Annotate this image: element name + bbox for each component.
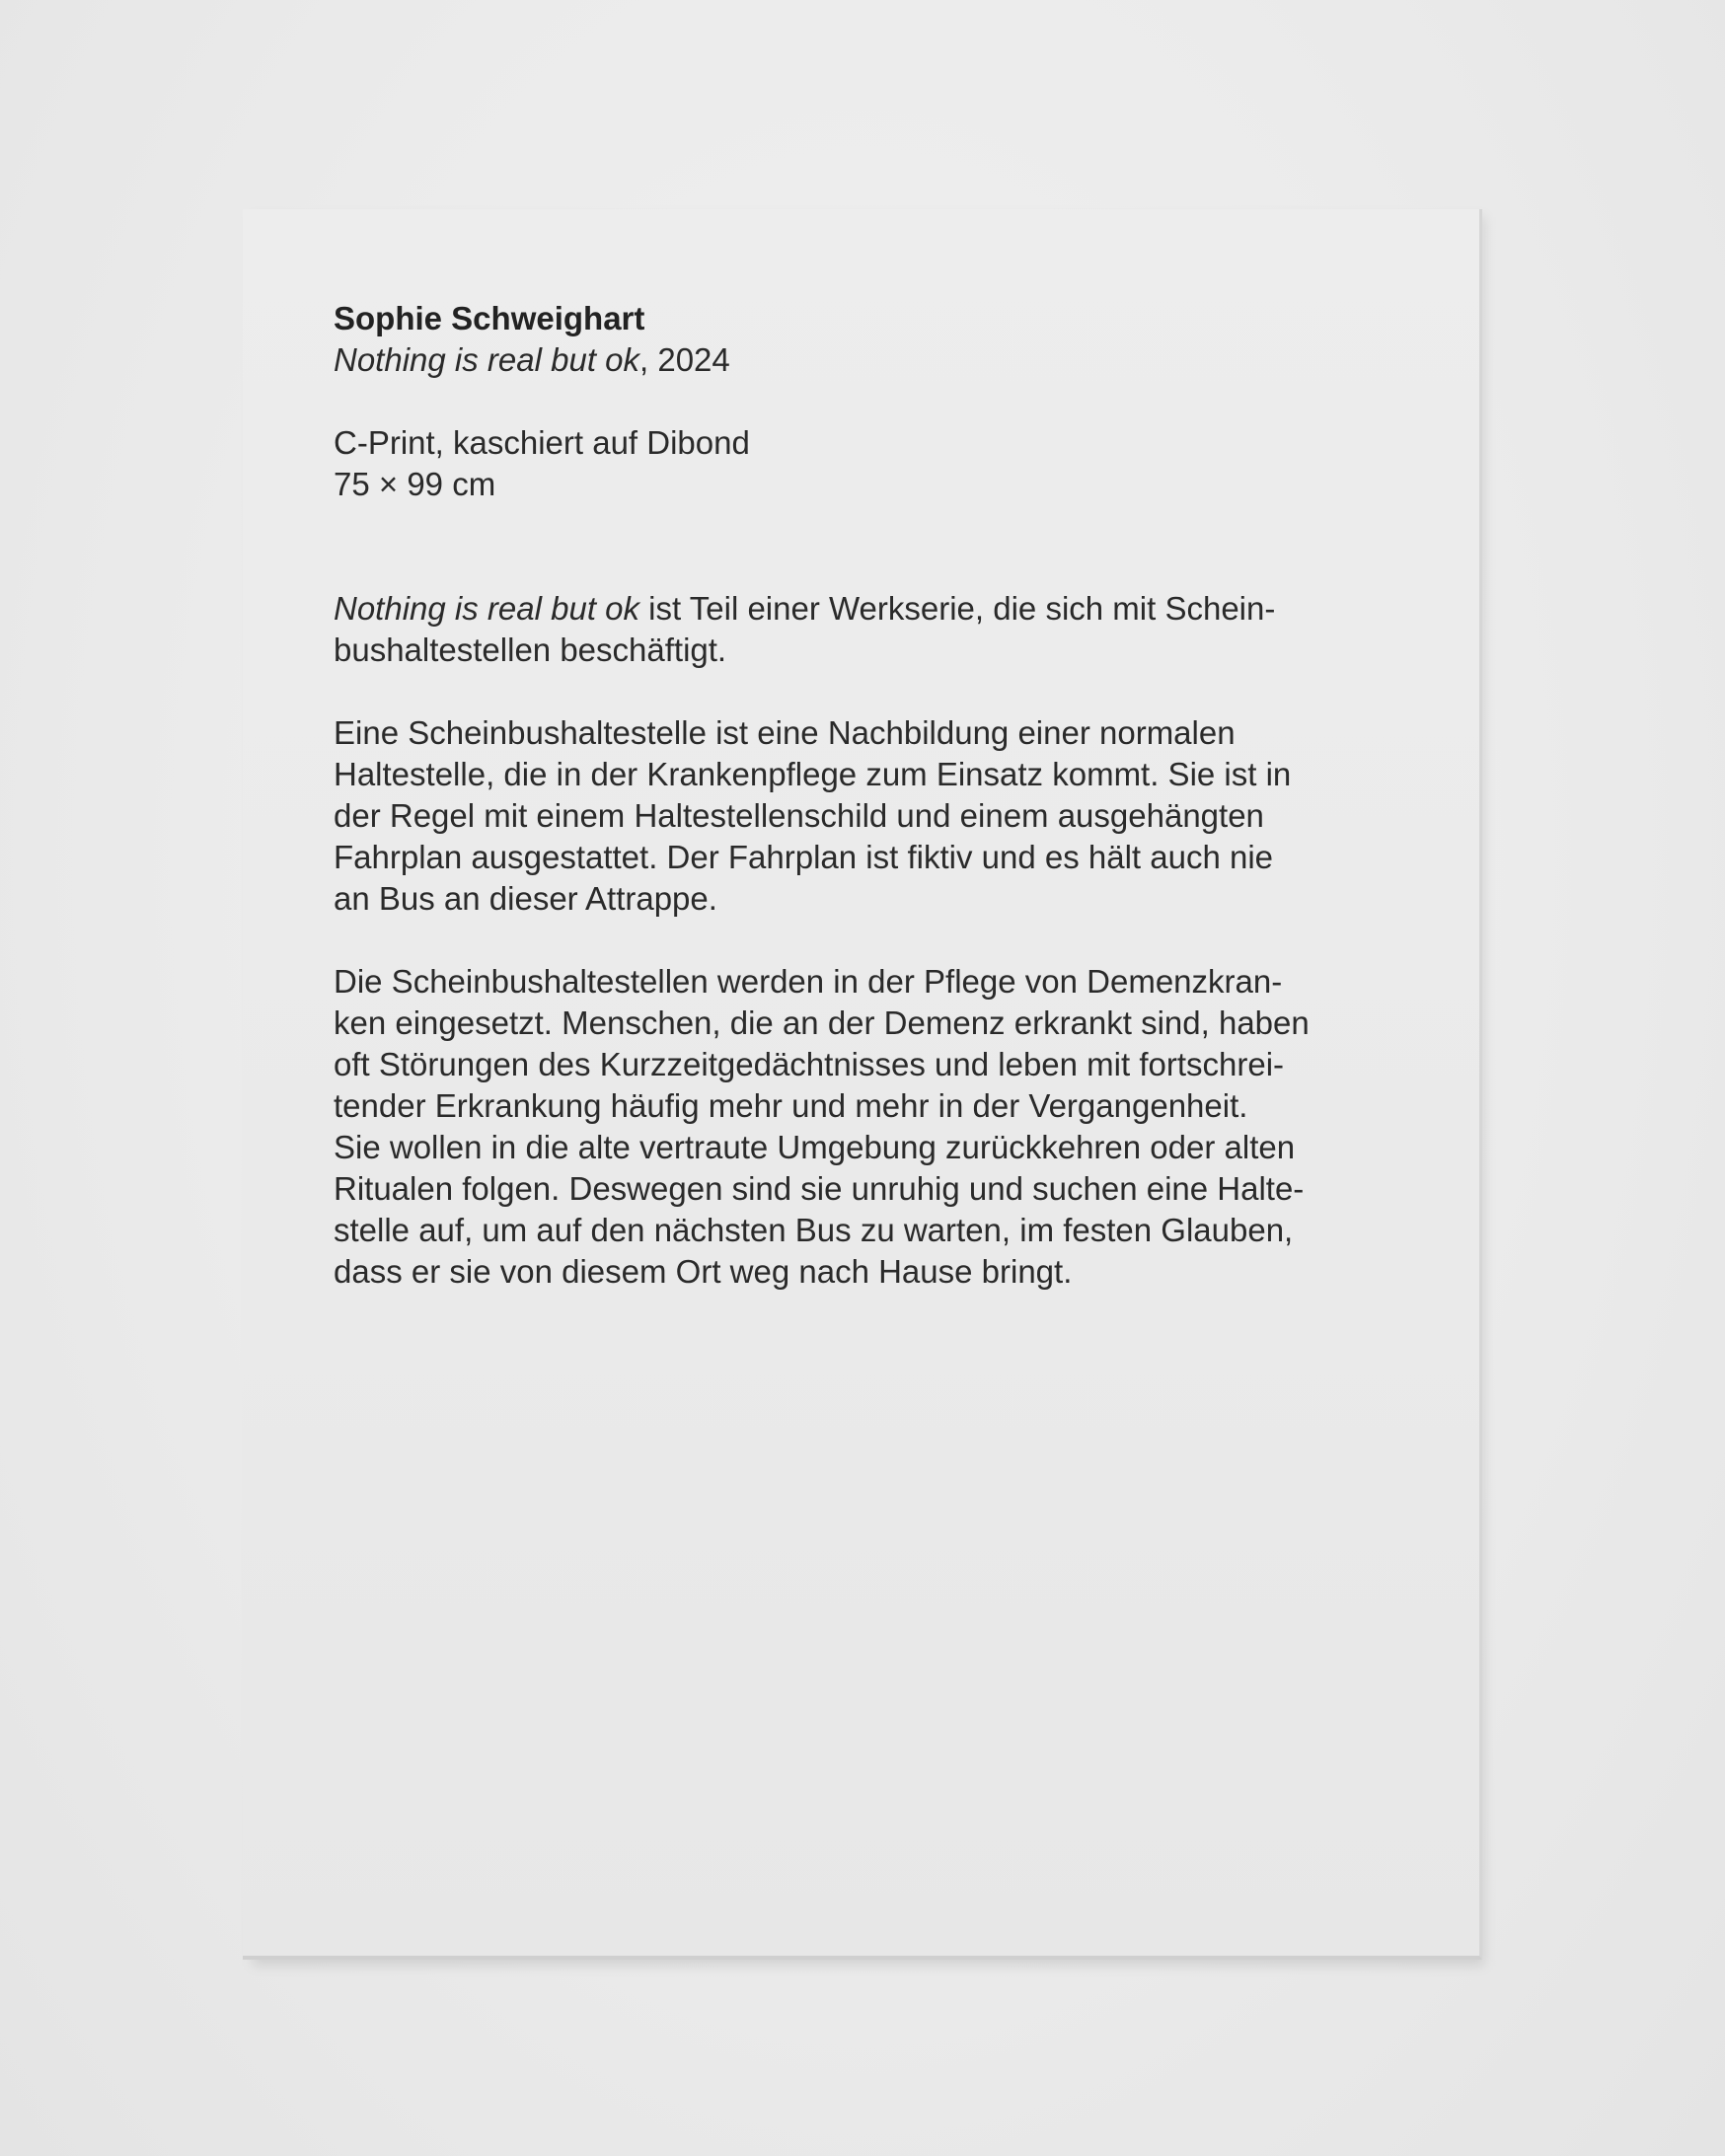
- description-paragraph-3: [334, 961, 1419, 1293]
- intro-title: Nothing is real but ok: [334, 590, 640, 627]
- paragraph-line: Haltestelle, die in der Krankenpflege zum Einsatz kommt. Sie ist in: [334, 756, 1292, 792]
- artwork-year: , 2024: [639, 341, 730, 378]
- paragraph-line: Sie wollen in die alte vertraute Umgebung zurückkehren oder alten: [334, 1129, 1296, 1165]
- label-text-block: [334, 298, 1419, 1293]
- description-paragraph-1: [334, 588, 1419, 671]
- artwork-title: Nothing is real but ok: [334, 341, 640, 378]
- paragraph-line: bushaltestellen beschäftigt.: [334, 632, 727, 668]
- paragraph-line: ken eingesetzt. Menschen, die an der Demenz erkrankt sind, haben: [334, 1004, 1310, 1041]
- artist-name: Sophie Schweighart: [334, 300, 645, 336]
- paragraph-line: der Regel mit einem Haltestellenschild und einem ausgehängten: [334, 797, 1264, 834]
- paragraph-line: oft Störungen des Kurzzeitgedächtnisses und leben mit fortschrei-: [334, 1046, 1285, 1082]
- paragraph-line: tender Erkrankung häufig mehr und mehr in der Vergangenheit.: [334, 1087, 1248, 1124]
- paragraph-line: Fahrplan ausgestattet. Der Fahrplan ist fiktiv und es hält auch nie: [334, 839, 1274, 875]
- artwork-title-line: [334, 339, 1419, 381]
- paragraph-line: Die Scheinbushaltestellen werden in der Pflege von Demenzkran-: [334, 963, 1283, 1000]
- intro-line-1: ist Teil einer Werkserie, die sich mit Schein-: [639, 590, 1276, 627]
- paragraph-line: Eine Scheinbushaltestelle ist eine Nachbildung einer normalen: [334, 714, 1236, 751]
- paragraph-line: an Bus an dieser Attrappe.: [334, 880, 717, 917]
- paragraph-line: stelle auf, um auf den nächsten Bus zu warten, im festen Glauben,: [334, 1212, 1294, 1248]
- wall-label-card: [243, 209, 1482, 1960]
- artwork-dimensions: 75 × 99 cm: [334, 466, 496, 502]
- paragraph-line: dass er sie von diesem Ort weg nach Hause bringt.: [334, 1253, 1073, 1290]
- description-paragraph-2: [334, 712, 1419, 920]
- paragraph-line: Ritualen folgen. Deswegen sind sie unruhig und suchen eine Halte-: [334, 1170, 1305, 1207]
- paragraph-line: [334, 588, 1419, 630]
- artwork-medium: C-Print, kaschiert auf Dibond: [334, 424, 750, 461]
